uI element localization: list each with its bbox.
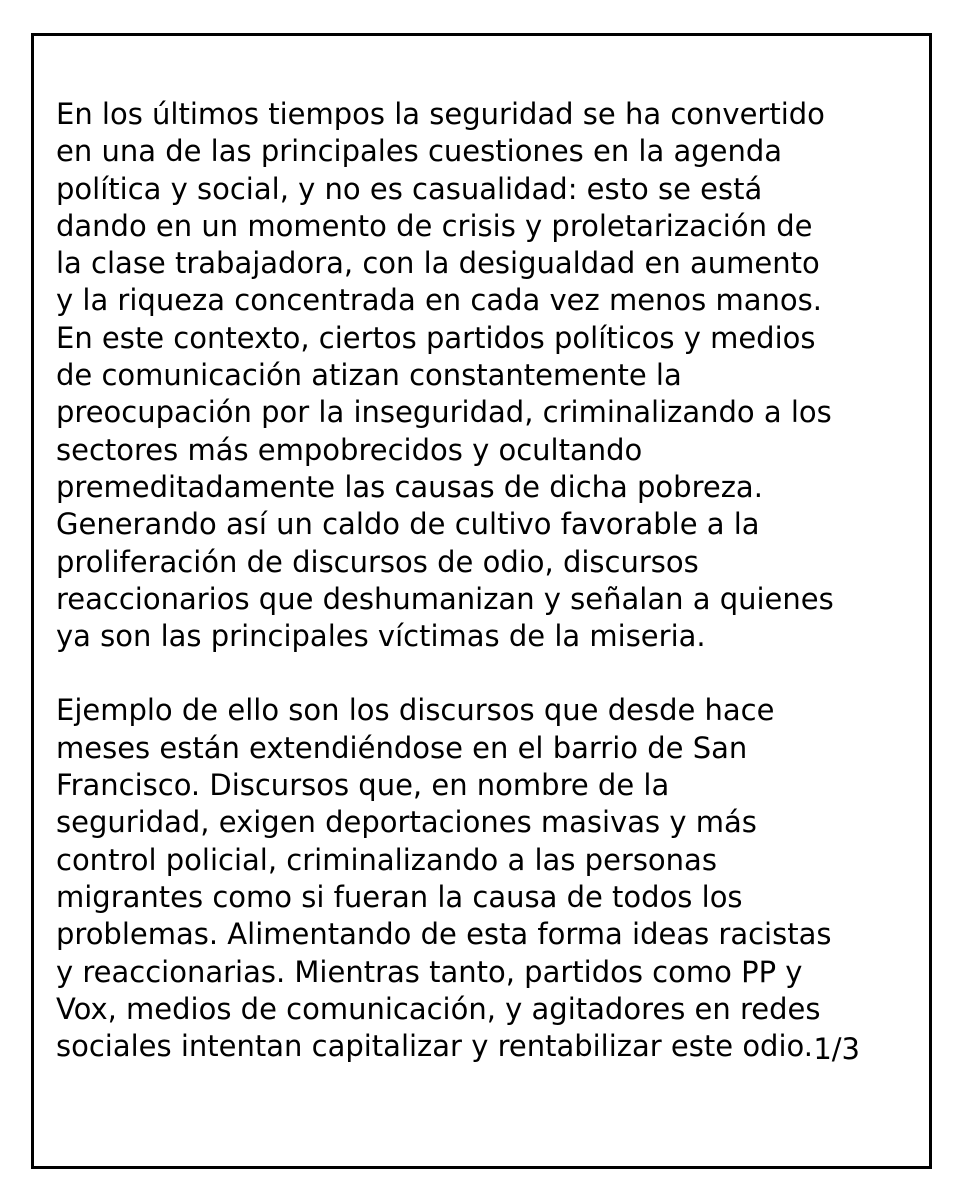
body-text [56,96,916,1065]
page-number: 1/3 [813,1032,860,1066]
paragraph-1: En los últimos tiempos la seguridad se ha convertido en una de las principales cuestiones en la agenda política y social, y no es casualidad: esto se está dando en un momento de crisis y proletarización de la clase trabajadora, con la desigualdad en aumento y la riqueza concentrada en cada vez menos manos. En este contexto, ciertos partidos políticos y medios de comunicación atizan constantemente la preocupación por la inseguridad, criminalizando a los sectores más empobrecidos y ocultando premeditadamente las causas de dicha pobreza. Generando así un caldo de cultivo favorable a la proliferación de discursos de odio, discursos reaccionarios que deshumanizan y señalan a quienes ya son las principales víctimas de la miseria. [56,97,834,654]
paragraph-2: Ejemplo de ello son los discursos que desde hace meses están extendiéndose en el barrio de San Francisco. Discursos que, en nombre de la seguridad, exigen deportaciones masivas y más control policial, criminalizando a las personas migrantes como si fueran la causa de todos los problemas. Alimentando de esta forma ideas racistas y reaccionarias. Mientras tanto, partidos como PP y Vox, medios de comunicación, y agitadores en redes sociales intentan capitalizar y rentabilizar este odio. [56,693,832,1064]
page-frame [31,33,932,1169]
